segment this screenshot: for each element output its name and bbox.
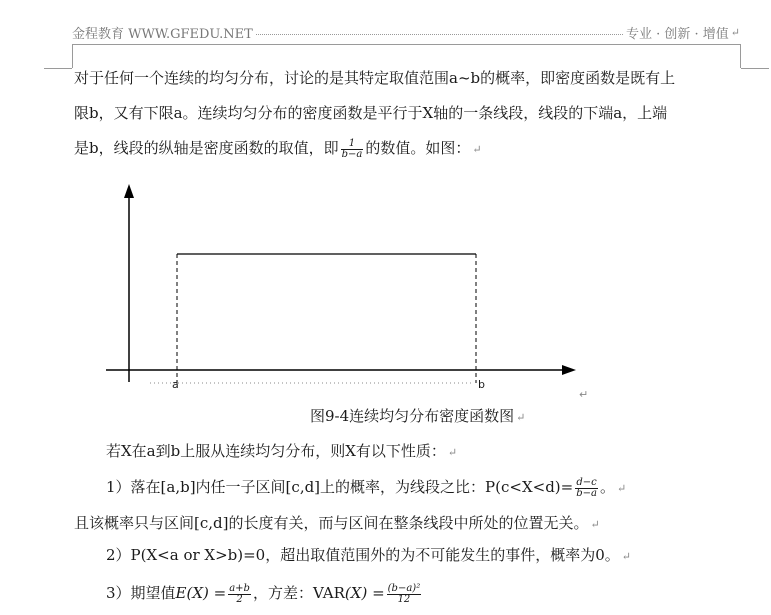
density-fraction-num: 1 xyxy=(348,137,356,149)
density-fraction xyxy=(341,139,364,160)
paragraph-mark-icon: ↵ xyxy=(516,411,526,424)
para1-line1: 对于任何一个连续的均匀分布，讨论的是其特定取值范围a~b的概率，即密度函数是既有上 xyxy=(74,69,676,87)
expectation-lhs: E(X) = xyxy=(175,584,227,602)
figure-caption-text: 图9-4连续均匀分布密度函数图 xyxy=(310,407,515,425)
property-1-note xyxy=(74,513,600,535)
properties-intro-text: 若X在a到b上服从连续均匀分布，则X有以下性质： xyxy=(106,442,446,460)
property-2 xyxy=(106,545,631,567)
x-axis-arrow xyxy=(562,365,576,375)
paragraph-mark-icon: ↵ xyxy=(621,550,631,563)
property-3-pre: 3）期望值 xyxy=(106,584,176,602)
para1-line2: 限b，又有下限a。连续均匀分布的密度函数是平行于X轴的一条线段，线段的下端a，上端 xyxy=(74,104,668,122)
paragraph-mark-icon: ↵ xyxy=(617,482,627,495)
probability-fraction-num: d−c xyxy=(576,476,597,488)
property-1 xyxy=(106,477,626,499)
paragraph-mark-icon: ↵ xyxy=(590,518,600,531)
expectation-fraction-den: 2 xyxy=(228,594,251,605)
header-rule xyxy=(72,44,740,45)
header-dot-leader xyxy=(256,34,623,35)
density-fraction-den: b−a xyxy=(341,148,363,160)
variance-fraction xyxy=(387,584,422,605)
expectation-fraction-num: a+b xyxy=(229,582,250,594)
variance-fraction-den: 12 xyxy=(387,594,422,605)
property-1-pre: 1）落在[a,b]内任一子区间[c,d]上的概率，为线段之比：P(c<X<d)= xyxy=(106,478,574,496)
properties-intro xyxy=(106,441,457,463)
label-b: b xyxy=(478,378,485,391)
variance-fraction-num: (b−a)² xyxy=(387,582,421,594)
paragraph-mark-icon: ↵ xyxy=(447,446,458,459)
property-3 xyxy=(106,583,423,605)
probability-fraction xyxy=(575,478,598,499)
paragraph-mark-icon: ↵ xyxy=(472,143,482,156)
crop-mark-right xyxy=(740,44,769,68)
y-axis-arrow xyxy=(124,184,134,198)
crop-mark-left xyxy=(44,44,73,68)
property-3-mid: ，方差：VAR xyxy=(252,584,345,602)
property-1-post: 。 xyxy=(599,478,615,496)
header-right-text: 专业 · 创新 · 增值 xyxy=(625,26,729,42)
para1-line3-pre: 是b，线段的纵轴是密度函数的取值，即 xyxy=(74,139,339,157)
paragraph-mark-icon: ↵ xyxy=(579,388,589,401)
probability-fraction-den: b−a xyxy=(576,487,597,499)
expectation-fraction xyxy=(228,584,251,605)
page-header xyxy=(72,22,740,42)
paragraph-mark-icon: ↵ xyxy=(730,25,740,39)
property-2-text: 2）P(X<a or X>b)=0，超出取值范围外的为不可能发生的事件，概率为0。 xyxy=(106,546,620,564)
header-left-text: 金程教育 WWW.GFEDU.NET xyxy=(72,26,253,42)
para1-line3-post: 的数值。如图： xyxy=(365,139,471,157)
property-1-note-text: 且该概率只与区间[c,d]的长度有关，而与区间在整条线段中所处的位置无关。 xyxy=(74,514,589,532)
label-a: a xyxy=(172,378,179,391)
figure-caption xyxy=(310,405,525,426)
variance-lhs: (X) = xyxy=(344,584,385,602)
para1-line3 xyxy=(74,138,482,160)
